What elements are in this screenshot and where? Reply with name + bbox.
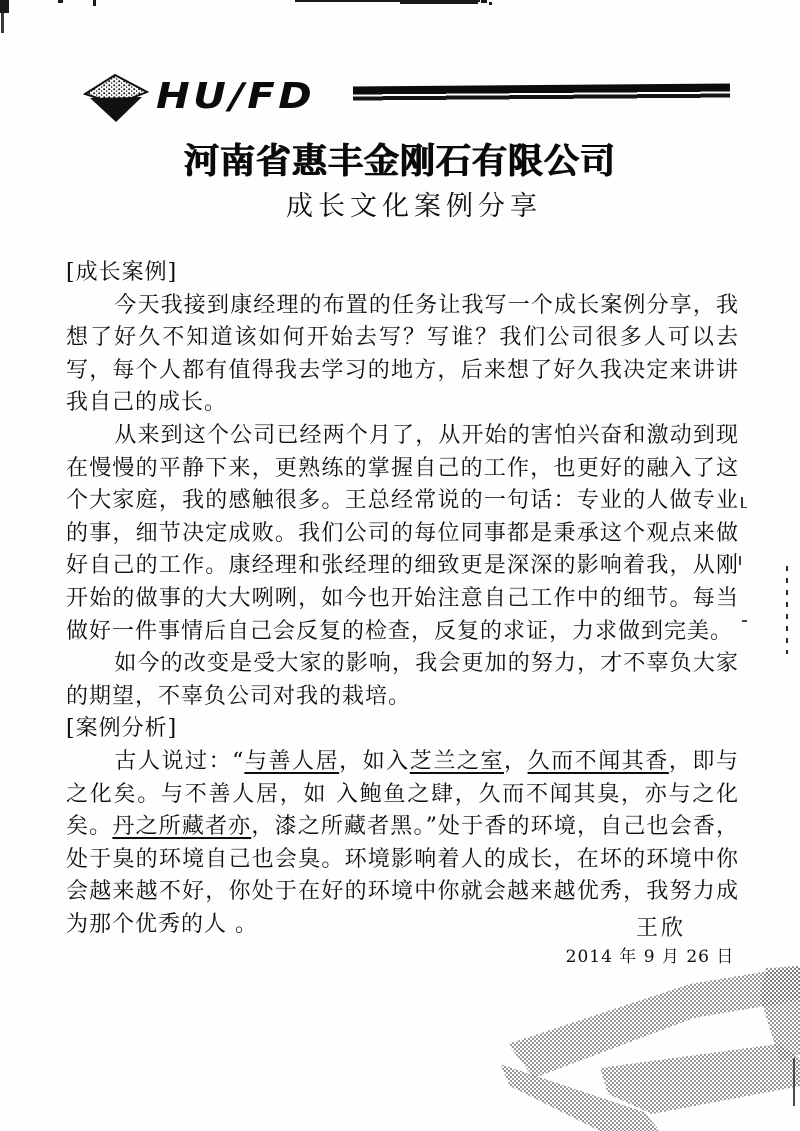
section-heading: [成长案例] <box>66 260 178 285</box>
text-run: 如今的改变是受大家的影响，我会更加的努力，才不辜负大家的期望，不辜负公司对我的栽培。 <box>66 651 739 709</box>
scan-artifact <box>93 0 96 6</box>
signature-name: 王欣 <box>635 916 686 941</box>
scan-artifact <box>58 0 63 3</box>
section-heading: [案例分析] <box>66 716 178 742</box>
paragraph <box>66 420 739 648</box>
underlined-phrase: 久而不闻其香 <box>527 748 669 774</box>
scan-artifact <box>0 0 9 13</box>
scan-artifact <box>739 556 745 565</box>
company-name: 河南省惠丰金刚石有限公司 <box>183 142 616 182</box>
document-body <box>66 257 739 941</box>
underlined-phrase: 丹之所藏者亦 <box>112 814 252 840</box>
text-run: ，漆之所藏者黑。”处于香的环境，自己也会香，处于臭的环境自己也会臭。环境影响着人的成长，在坏的环境中你会越来越不好，你处于在好的环境中你就会越来越优秀，我努力成为那个优秀的人 。 <box>66 814 739 937</box>
scan-artifact <box>793 1058 795 1106</box>
scan-artifact <box>786 566 788 654</box>
signature-date: 2014 年 9 月 26 日 <box>565 947 735 967</box>
document-title: 成长文化案例分享 <box>286 191 542 222</box>
scan-artifact <box>742 616 747 622</box>
scan-artifact <box>481 0 487 3</box>
underlined-phrase: 芝兰之室 <box>409 748 504 774</box>
text-run: ，如入 <box>339 748 410 774</box>
text-run: ，即与之化矣。与不善人居，如 入鲍鱼之肆，久而不闻其臭，亦与之化矣。 <box>66 748 739 840</box>
paragraph <box>66 648 739 713</box>
watermark-chevron-logo <box>482 964 800 1131</box>
scan-artifact <box>741 497 747 508</box>
text-run: 今天我接到康经理的布置的任务让我写一个成长案例分享，我想了好久不知道该如何开始去写？写谁？我们公司很多人可以去写，每个人都有值得我去学习的地方，后来想了好久我决定来讲讲我自己的成长。 <box>66 292 739 416</box>
underlined-phrase: 与善人居 <box>244 748 340 774</box>
paragraph <box>66 290 739 420</box>
diamond-logo-icon <box>83 72 149 124</box>
header-stripe-rule <box>353 84 730 102</box>
scan-artifact <box>1 13 4 33</box>
text-run: 古人说过：“ <box>114 748 245 774</box>
text-run: ， <box>504 748 528 774</box>
scan-artifact <box>400 0 478 4</box>
scan-artifact <box>489 2 492 5</box>
text-run: 从来到这个公司已经两个月了，从开始的害怕兴奋和激动到现在慢慢的平静下来，更熟练的掌握自己的工作，也更好的融入了这个大家庭，我的感触很多。王总经常说的一句话：专业的人做专业的事，细节决定成败。我们公司的每位同事都是秉承这个观点来做好自己的工作。康经理和张经理的细致更是深深的影响着我，从刚开始的做事的大大咧咧，如今也开始注意自己工作中的细节。每当做好一件事情后自己会反复的检查，反复的求证，力求做到完美。 <box>66 422 739 644</box>
brand-logotype: HU/FD <box>156 76 316 117</box>
